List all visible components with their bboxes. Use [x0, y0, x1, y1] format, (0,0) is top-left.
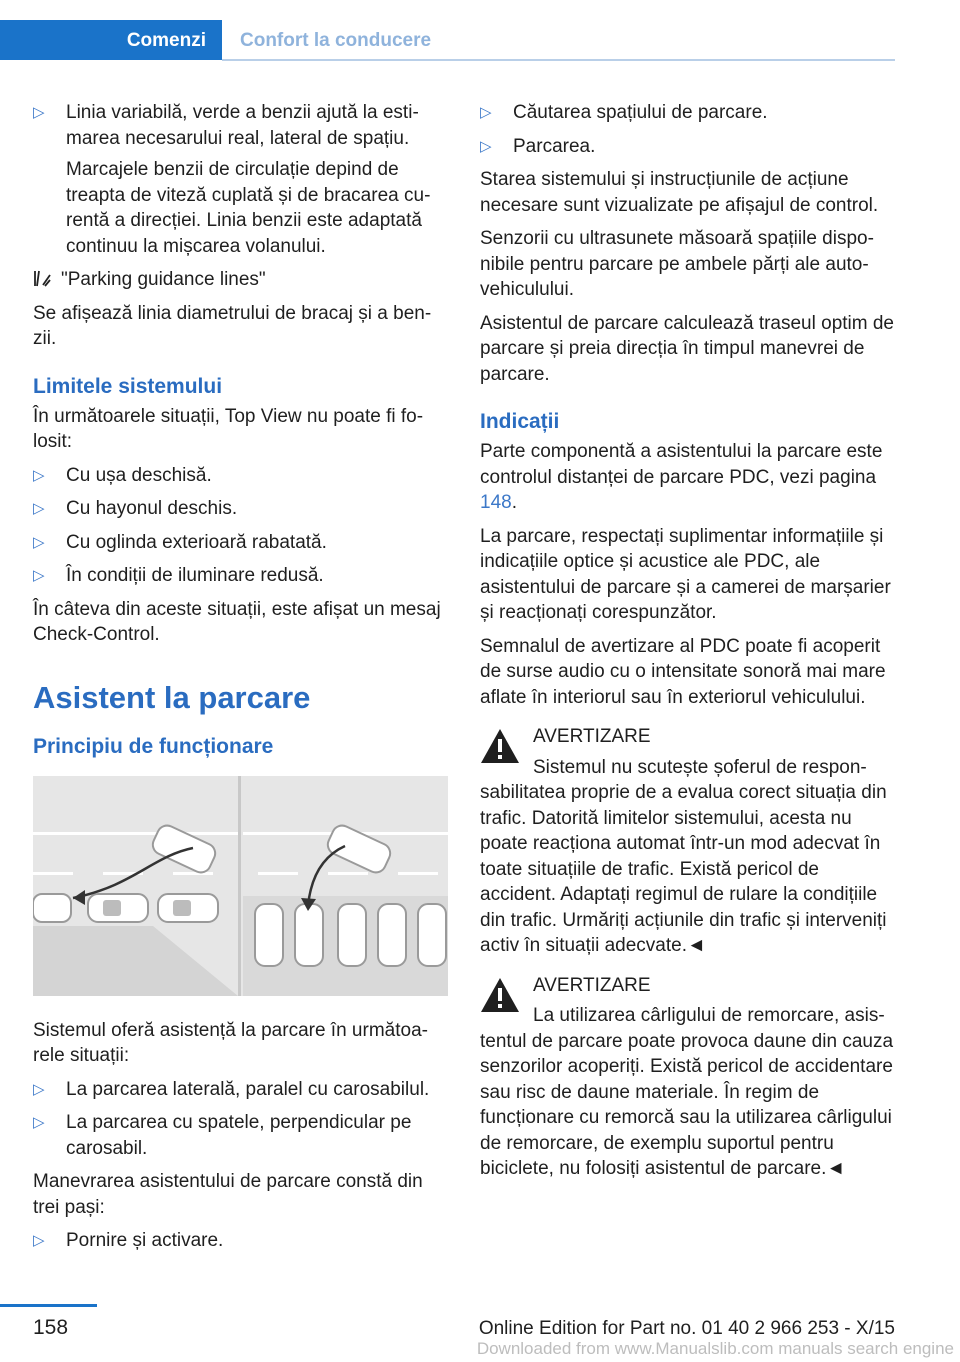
- triangle-right-icon: ▷: [33, 1080, 45, 1098]
- list-item-text: La parcarea cu spatele, perpendicular pe carosabil.: [66, 1112, 412, 1159]
- paragraph-text: .: [511, 492, 517, 513]
- paragraph: Asistentul de parcare calculează traseul optim de parcare și preia direcția în timpul manevrei de parcare.: [480, 312, 895, 385]
- list-item-continuation: Marcajele benzii de circulație depind de treapta de viteză cuplată și de bracarea curentă a direcției. Linia benzii este adaptată continuu la mișcarea volanului.: [66, 159, 431, 257]
- paragraph: [480, 439, 895, 516]
- list-item-text: În condiții de iluminare redusă.: [66, 565, 324, 586]
- list-item-text: Căutarea spațiului de parcare.: [513, 102, 768, 123]
- triangle-right-icon: ▷: [33, 1232, 45, 1249]
- header-divider: [222, 59, 895, 61]
- list-item-text: Pornire și activare.: [66, 1230, 224, 1251]
- footer-divider: [0, 1304, 97, 1307]
- list-item: [480, 134, 895, 160]
- list-item: [33, 1077, 448, 1103]
- list-item: [33, 530, 448, 556]
- list-item: [33, 463, 448, 489]
- section-heading-limits: Limitele sistemului: [33, 374, 223, 398]
- page-header: [0, 0, 895, 62]
- warning-triangle-icon: [480, 728, 520, 764]
- warning-body: Sistemul nu scutește șoferul de responsabilitatea proprie de a evalua corect situația din trafic. Datorită limitelor sistemului, acesta nu poate reacționa automat într-un mod adecvat în toate situațiile de trafic. Există pericol de accident. Adaptați regimul de rulare la condițiile din trafic. Urmăriți acțiunile din trafic și interveniți activ în situații adecvate.◄: [480, 756, 887, 956]
- edition-text: Online Edition for Part no. 01 40 2 966 253 - X/15: [478, 1318, 895, 1339]
- paragraph-text: Parte componentă a asistentului la parcare este controlul distanței de parcare PDC, vezi pagina: [480, 441, 883, 488]
- list-item: [33, 1110, 448, 1161]
- watermark: Downloaded from www.Manualslib.com manuals search engine: [476, 1339, 954, 1358]
- warning-block: [480, 973, 895, 1182]
- section-heading-notes: Indicații: [480, 410, 560, 433]
- paragraph: Se afișează linia diametrului de bracaj și a benzii.: [33, 302, 432, 349]
- triangle-right-icon: ▷: [480, 137, 492, 155]
- page-number: 158: [33, 1316, 69, 1339]
- parking-guidance-lines-icon: [33, 270, 51, 288]
- paragraph: Manevrarea asistentului de parcare constă din trei pași:: [33, 1171, 423, 1218]
- section-heading-principle: Principiu de funcționare: [33, 734, 274, 758]
- warning-body: La utilizarea cârligului de remorcare, asistentul de parcare poate provoca daune din cauza senzorilor acoperiți. Există pericol de accidentare sau risc de daune materiale. În regim de funcționare cu remorcă sau la utilizarea cârligului de remorcare, de exemplu suportul pentru biciclete, nu folosiți asistentul de parcare.◄: [480, 1005, 894, 1179]
- list-item: [33, 563, 448, 589]
- paragraph: Semnalul de avertizare al PDC poate fi acoperit de surse audio cu o intensitate sonoră mai mare aflate în interiorul sau în exteriorul vehiculului.: [480, 635, 886, 708]
- warning-title: AVERTIZARE: [533, 974, 651, 996]
- warning-title: AVERTIZARE: [533, 726, 651, 747]
- page-link[interactable]: 148: [480, 492, 512, 513]
- list-item-text: Parcarea.: [513, 135, 596, 157]
- right-column: [480, 100, 895, 1190]
- header-tab-inactive: Confort la conducere: [240, 30, 432, 51]
- warning-triangle-icon: [480, 977, 520, 1013]
- list-item: [33, 1228, 448, 1254]
- guidance-lines-line: [33, 267, 448, 293]
- warning-block: [480, 724, 895, 959]
- left-column: [33, 100, 448, 1262]
- paragraph: În câteva din aceste situații, este afișat un mesaj Check-Control.: [33, 598, 441, 645]
- triangle-right-icon: ▷: [480, 104, 492, 121]
- triangle-right-icon: ▷: [33, 466, 45, 484]
- header-tab-active: [0, 20, 222, 60]
- triangle-right-icon: ▷: [33, 1114, 45, 1131]
- list-item-text: Cu ușa deschisă.: [66, 464, 212, 486]
- list-item-text: Cu hayonul deschis.: [66, 498, 238, 519]
- paragraph: La parcare, respectați suplimentar informațiile și indicațiile optice și acustice ale PDC, ale asistentului de parcare și a camerei de marșarier și reacționați corespunzător.: [480, 525, 891, 623]
- triangle-right-icon: ▷: [33, 567, 45, 584]
- list-item-text: La parcarea laterală, paralel cu carosabilul.: [66, 1078, 430, 1100]
- triangle-right-icon: ▷: [33, 533, 45, 551]
- chapter-heading: Asistent la parcare: [33, 679, 311, 715]
- parking-illustration: [33, 776, 448, 996]
- triangle-right-icon: ▷: [33, 104, 45, 121]
- list-item: [480, 100, 895, 126]
- list-item: [33, 496, 448, 522]
- list-item-text: Linia variabilă, verde a benzii ajută la estimarea necesarului real, lateral de spațiu.: [66, 102, 419, 149]
- header-tab-active-label: Comenzi: [126, 30, 206, 51]
- paragraph: În următoarele situații, Top View nu poate fi folosit:: [33, 405, 424, 452]
- list-item: [33, 100, 448, 259]
- paragraph: Sistemul oferă asistență la parcare în următoarele situații:: [33, 1019, 428, 1066]
- list-item-text: Cu oglinda exterioară rabatată.: [66, 531, 327, 553]
- paragraph: Starea sistemului și instrucțiunile de acțiune necesare sunt vizualizate pe afișajul de control.: [480, 169, 879, 216]
- triangle-right-icon: ▷: [33, 500, 45, 517]
- guidance-lines-label: "Parking guidance lines": [61, 269, 266, 290]
- paragraph: Senzorii cu ultrasunete măsoară spațiile disponibile pentru parcare pe ambele părți ale autovehiculului.: [480, 228, 874, 300]
